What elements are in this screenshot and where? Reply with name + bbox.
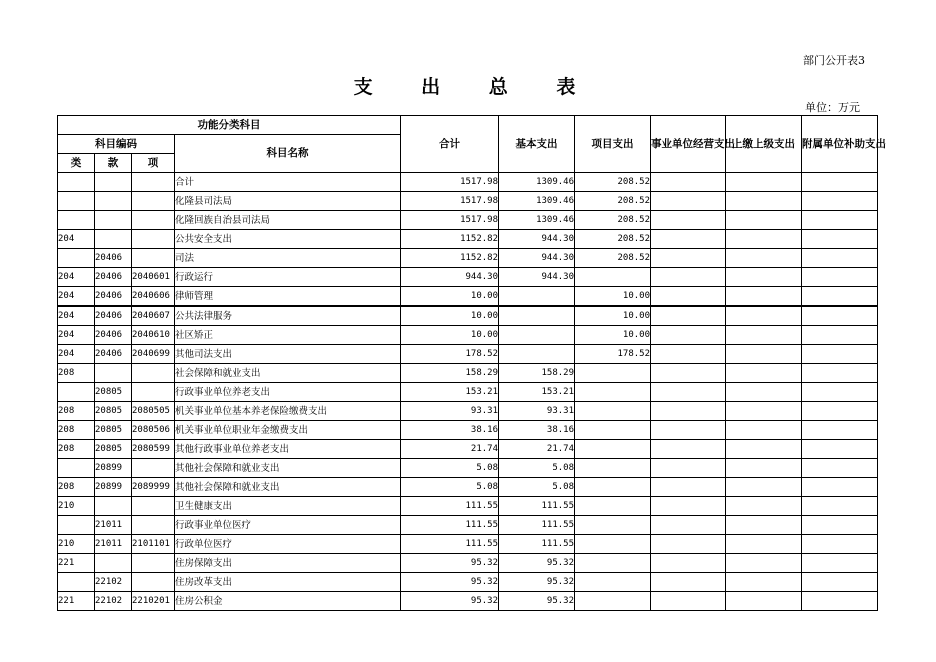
cell-subsidy — [802, 364, 878, 383]
cell-subsidy — [802, 497, 878, 516]
cell-business — [651, 268, 726, 287]
cell-kuan: 20406 — [95, 345, 132, 364]
cell-basic — [499, 345, 575, 364]
cell-project — [575, 268, 651, 287]
cell-lei: 204 — [58, 306, 95, 326]
cell-kuan: 21011 — [95, 516, 132, 535]
cell-name: 行政事业单位医疗 — [175, 516, 401, 535]
cell-upper — [726, 173, 802, 192]
cell-upper — [726, 573, 802, 592]
header-total: 合计 — [401, 116, 499, 173]
cell-business — [651, 592, 726, 611]
cell-project — [575, 592, 651, 611]
cell-basic: 95.32 — [499, 554, 575, 573]
cell-business — [651, 497, 726, 516]
cell-business — [651, 383, 726, 402]
form-number: 部门公开表3 — [803, 54, 865, 67]
cell-kuan: 20406 — [95, 287, 132, 307]
cell-project — [575, 554, 651, 573]
cell-subsidy — [802, 383, 878, 402]
cell-subsidy — [802, 535, 878, 554]
header-subsidy: 附属单位补助支出 — [802, 116, 878, 173]
cell-xiang — [132, 459, 175, 478]
cell-basic: 944.30 — [499, 268, 575, 287]
cell-business — [651, 306, 726, 326]
cell-lei — [58, 173, 95, 192]
cell-basic: 1309.46 — [499, 192, 575, 211]
header-subject-code: 科目编码 — [58, 135, 175, 154]
cell-name: 公共安全支出 — [175, 230, 401, 249]
cell-total: 10.00 — [401, 326, 499, 345]
cell-name: 行政单位医疗 — [175, 535, 401, 554]
cell-xiang — [132, 211, 175, 230]
cell-xiang: 2040606 — [132, 287, 175, 307]
cell-xiang: 2040699 — [132, 345, 175, 364]
cell-basic: 1309.46 — [499, 173, 575, 192]
cell-project: 208.52 — [575, 211, 651, 230]
cell-subsidy — [802, 440, 878, 459]
cell-xiang: 2080505 — [132, 402, 175, 421]
cell-lei: 221 — [58, 554, 95, 573]
cell-xiang — [132, 230, 175, 249]
cell-kuan — [95, 554, 132, 573]
cell-project: 10.00 — [575, 287, 651, 307]
cell-upper — [726, 306, 802, 326]
table-row — [58, 497, 878, 516]
cell-business — [651, 402, 726, 421]
cell-business — [651, 345, 726, 364]
cell-xiang: 2040610 — [132, 326, 175, 345]
header-upper: 上缴上级支出 — [726, 116, 802, 173]
cell-business — [651, 211, 726, 230]
cell-kuan: 20899 — [95, 478, 132, 497]
cell-name: 住房改革支出 — [175, 573, 401, 592]
table-row — [58, 287, 878, 307]
page-title: 支 出 总 表 — [353, 76, 597, 98]
header-func-category: 功能分类科目 — [58, 116, 401, 135]
cell-total: 95.32 — [401, 554, 499, 573]
cell-kuan — [95, 173, 132, 192]
cell-basic: 944.30 — [499, 230, 575, 249]
cell-xiang — [132, 383, 175, 402]
cell-name: 化隆县司法局 — [175, 192, 401, 211]
cell-basic: 1309.46 — [499, 211, 575, 230]
cell-name: 其他行政事业单位养老支出 — [175, 440, 401, 459]
cell-name: 住房公积金 — [175, 592, 401, 611]
cell-project: 208.52 — [575, 173, 651, 192]
cell-subsidy — [802, 306, 878, 326]
cell-lei: 204 — [58, 326, 95, 345]
table-row — [58, 249, 878, 268]
cell-kuan: 22102 — [95, 573, 132, 592]
cell-business — [651, 573, 726, 592]
cell-business — [651, 516, 726, 535]
header-basic: 基本支出 — [499, 116, 575, 173]
table-row — [58, 535, 878, 554]
cell-subsidy — [802, 402, 878, 421]
cell-name: 其他社会保障和就业支出 — [175, 478, 401, 497]
cell-project: 208.52 — [575, 192, 651, 211]
cell-total: 178.52 — [401, 345, 499, 364]
cell-name: 机关事业单位基本养老保险缴费支出 — [175, 402, 401, 421]
cell-total: 95.32 — [401, 573, 499, 592]
cell-business — [651, 249, 726, 268]
cell-upper — [726, 421, 802, 440]
cell-upper — [726, 554, 802, 573]
cell-total: 111.55 — [401, 497, 499, 516]
cell-lei: 204 — [58, 345, 95, 364]
cell-upper — [726, 478, 802, 497]
cell-upper — [726, 383, 802, 402]
cell-business — [651, 440, 726, 459]
cell-total: 10.00 — [401, 287, 499, 307]
cell-kuan: 20805 — [95, 421, 132, 440]
table-row — [58, 478, 878, 497]
cell-lei — [58, 383, 95, 402]
cell-basic: 93.31 — [499, 402, 575, 421]
cell-total: 1517.98 — [401, 211, 499, 230]
table-row — [58, 554, 878, 573]
unit-label: 单位：万元 — [805, 101, 860, 114]
cell-total: 95.32 — [401, 592, 499, 611]
cell-business — [651, 326, 726, 345]
cell-business — [651, 364, 726, 383]
cell-kuan: 20406 — [95, 249, 132, 268]
table-row — [58, 440, 878, 459]
cell-lei: 210 — [58, 535, 95, 554]
cell-xiang — [132, 173, 175, 192]
cell-lei — [58, 192, 95, 211]
cell-subsidy — [802, 421, 878, 440]
cell-upper — [726, 364, 802, 383]
cell-lei: 208 — [58, 402, 95, 421]
cell-upper — [726, 516, 802, 535]
cell-name: 机关事业单位职业年金缴费支出 — [175, 421, 401, 440]
cell-total: 111.55 — [401, 535, 499, 554]
cell-basic: 5.08 — [499, 478, 575, 497]
cell-upper — [726, 268, 802, 287]
cell-name: 公共法律服务 — [175, 306, 401, 326]
table-row — [58, 459, 878, 478]
cell-upper — [726, 440, 802, 459]
cell-total: 38.16 — [401, 421, 499, 440]
cell-total: 10.00 — [401, 306, 499, 326]
cell-upper — [726, 497, 802, 516]
cell-business — [651, 478, 726, 497]
cell-kuan: 21011 — [95, 535, 132, 554]
cell-project: 208.52 — [575, 230, 651, 249]
cell-subsidy — [802, 173, 878, 192]
cell-xiang: 2080506 — [132, 421, 175, 440]
cell-kuan: 20406 — [95, 268, 132, 287]
cell-xiang — [132, 249, 175, 268]
cell-project — [575, 573, 651, 592]
cell-xiang: 2210201 — [132, 592, 175, 611]
cell-upper — [726, 192, 802, 211]
table-row — [58, 516, 878, 535]
cell-name: 律师管理 — [175, 287, 401, 307]
cell-xiang — [132, 516, 175, 535]
table-row — [58, 230, 878, 249]
cell-name: 司法 — [175, 249, 401, 268]
cell-business — [651, 421, 726, 440]
cell-lei: 204 — [58, 268, 95, 287]
table-row — [58, 211, 878, 230]
cell-lei: 204 — [58, 230, 95, 249]
cell-business — [651, 287, 726, 307]
cell-subsidy — [802, 592, 878, 611]
cell-basic: 944.30 — [499, 249, 575, 268]
cell-name: 行政事业单位养老支出 — [175, 383, 401, 402]
table-row — [58, 383, 878, 402]
cell-project — [575, 440, 651, 459]
table-row — [58, 421, 878, 440]
cell-kuan — [95, 497, 132, 516]
table-row — [58, 402, 878, 421]
cell-business — [651, 192, 726, 211]
cell-subsidy — [802, 268, 878, 287]
cell-upper — [726, 287, 802, 307]
cell-upper — [726, 345, 802, 364]
cell-total: 5.08 — [401, 459, 499, 478]
table-row — [58, 173, 878, 192]
cell-upper — [726, 326, 802, 345]
cell-name: 化隆回族自治县司法局 — [175, 211, 401, 230]
cell-kuan: 22102 — [95, 592, 132, 611]
cell-name: 社会保障和就业支出 — [175, 364, 401, 383]
cell-total: 944.30 — [401, 268, 499, 287]
cell-subsidy — [802, 326, 878, 345]
cell-subsidy — [802, 459, 878, 478]
cell-total: 1517.98 — [401, 173, 499, 192]
cell-kuan: 20406 — [95, 306, 132, 326]
cell-total: 1517.98 — [401, 192, 499, 211]
cell-project — [575, 516, 651, 535]
cell-upper — [726, 402, 802, 421]
cell-project — [575, 459, 651, 478]
cell-kuan — [95, 192, 132, 211]
cell-project: 208.52 — [575, 249, 651, 268]
cell-project: 10.00 — [575, 326, 651, 345]
cell-xiang — [132, 573, 175, 592]
cell-subsidy — [802, 345, 878, 364]
table-body — [58, 173, 878, 611]
header-kuan: 款 — [95, 154, 132, 173]
cell-kuan: 20899 — [95, 459, 132, 478]
cell-upper — [726, 230, 802, 249]
cell-lei — [58, 573, 95, 592]
cell-subsidy — [802, 192, 878, 211]
cell-project — [575, 421, 651, 440]
cell-xiang: 2080599 — [132, 440, 175, 459]
cell-subsidy — [802, 211, 878, 230]
cell-project — [575, 364, 651, 383]
cell-basic: 153.21 — [499, 383, 575, 402]
header-project: 项目支出 — [575, 116, 651, 173]
cell-subsidy — [802, 573, 878, 592]
cell-business — [651, 554, 726, 573]
cell-xiang — [132, 364, 175, 383]
cell-basic: 5.08 — [499, 459, 575, 478]
cell-subsidy — [802, 230, 878, 249]
cell-total: 153.21 — [401, 383, 499, 402]
header-xiang: 项 — [132, 154, 175, 173]
cell-name: 其他司法支出 — [175, 345, 401, 364]
header-business: 事业单位经营支出 — [651, 116, 726, 173]
cell-project — [575, 535, 651, 554]
cell-xiang — [132, 192, 175, 211]
cell-kuan — [95, 211, 132, 230]
cell-basic: 38.16 — [499, 421, 575, 440]
cell-project — [575, 402, 651, 421]
cell-business — [651, 230, 726, 249]
cell-subsidy — [802, 249, 878, 268]
cell-basic: 111.55 — [499, 497, 575, 516]
cell-basic: 95.32 — [499, 573, 575, 592]
cell-project — [575, 478, 651, 497]
cell-basic — [499, 306, 575, 326]
cell-xiang — [132, 554, 175, 573]
cell-basic — [499, 326, 575, 345]
cell-total: 158.29 — [401, 364, 499, 383]
table-row — [58, 573, 878, 592]
cell-total: 1152.82 — [401, 249, 499, 268]
cell-name: 住房保障支出 — [175, 554, 401, 573]
cell-name: 其他社会保障和就业支出 — [175, 459, 401, 478]
cell-xiang: 2040607 — [132, 306, 175, 326]
cell-kuan — [95, 230, 132, 249]
cell-basic: 21.74 — [499, 440, 575, 459]
cell-total: 1152.82 — [401, 230, 499, 249]
cell-upper — [726, 535, 802, 554]
cell-name: 社区矫正 — [175, 326, 401, 345]
cell-business — [651, 459, 726, 478]
cell-xiang: 2040601 — [132, 268, 175, 287]
cell-total: 93.31 — [401, 402, 499, 421]
cell-project: 178.52 — [575, 345, 651, 364]
cell-name: 卫生健康支出 — [175, 497, 401, 516]
table-row — [58, 345, 878, 364]
cell-total: 111.55 — [401, 516, 499, 535]
cell-name: 行政运行 — [175, 268, 401, 287]
cell-xiang: 2089999 — [132, 478, 175, 497]
cell-basic: 111.55 — [499, 535, 575, 554]
cell-xiang: 2101101 — [132, 535, 175, 554]
table-row — [58, 306, 878, 326]
cell-business — [651, 535, 726, 554]
cell-project — [575, 497, 651, 516]
cell-basic: 158.29 — [499, 364, 575, 383]
cell-lei — [58, 249, 95, 268]
table-row — [58, 364, 878, 383]
cell-subsidy — [802, 516, 878, 535]
cell-kuan: 20406 — [95, 326, 132, 345]
cell-kuan — [95, 364, 132, 383]
cell-lei: 208 — [58, 440, 95, 459]
cell-kuan: 20805 — [95, 402, 132, 421]
cell-subsidy — [802, 287, 878, 307]
cell-lei: 221 — [58, 592, 95, 611]
cell-basic: 111.55 — [499, 516, 575, 535]
cell-xiang — [132, 497, 175, 516]
cell-lei — [58, 516, 95, 535]
cell-upper — [726, 459, 802, 478]
cell-lei: 208 — [58, 421, 95, 440]
cell-project: 10.00 — [575, 306, 651, 326]
cell-upper — [726, 211, 802, 230]
cell-basic — [499, 287, 575, 307]
cell-lei: 210 — [58, 497, 95, 516]
cell-name: 合计 — [175, 173, 401, 192]
expenditure-table — [57, 115, 886, 611]
cell-upper — [726, 592, 802, 611]
table-row — [58, 268, 878, 287]
cell-subsidy — [802, 478, 878, 497]
cell-kuan: 20805 — [95, 440, 132, 459]
header-subject-name: 科目名称 — [175, 135, 401, 173]
cell-business — [651, 173, 726, 192]
cell-subsidy — [802, 554, 878, 573]
table-row — [58, 326, 878, 345]
table-row — [58, 192, 878, 211]
cell-total: 5.08 — [401, 478, 499, 497]
cell-lei: 208 — [58, 364, 95, 383]
cell-project — [575, 383, 651, 402]
cell-total: 21.74 — [401, 440, 499, 459]
cell-lei: 204 — [58, 287, 95, 307]
header-lei: 类 — [58, 154, 95, 173]
cell-basic: 95.32 — [499, 592, 575, 611]
cell-lei — [58, 459, 95, 478]
table-row — [58, 592, 878, 611]
cell-upper — [726, 249, 802, 268]
cell-lei: 208 — [58, 478, 95, 497]
cell-lei — [58, 211, 95, 230]
cell-kuan: 20805 — [95, 383, 132, 402]
